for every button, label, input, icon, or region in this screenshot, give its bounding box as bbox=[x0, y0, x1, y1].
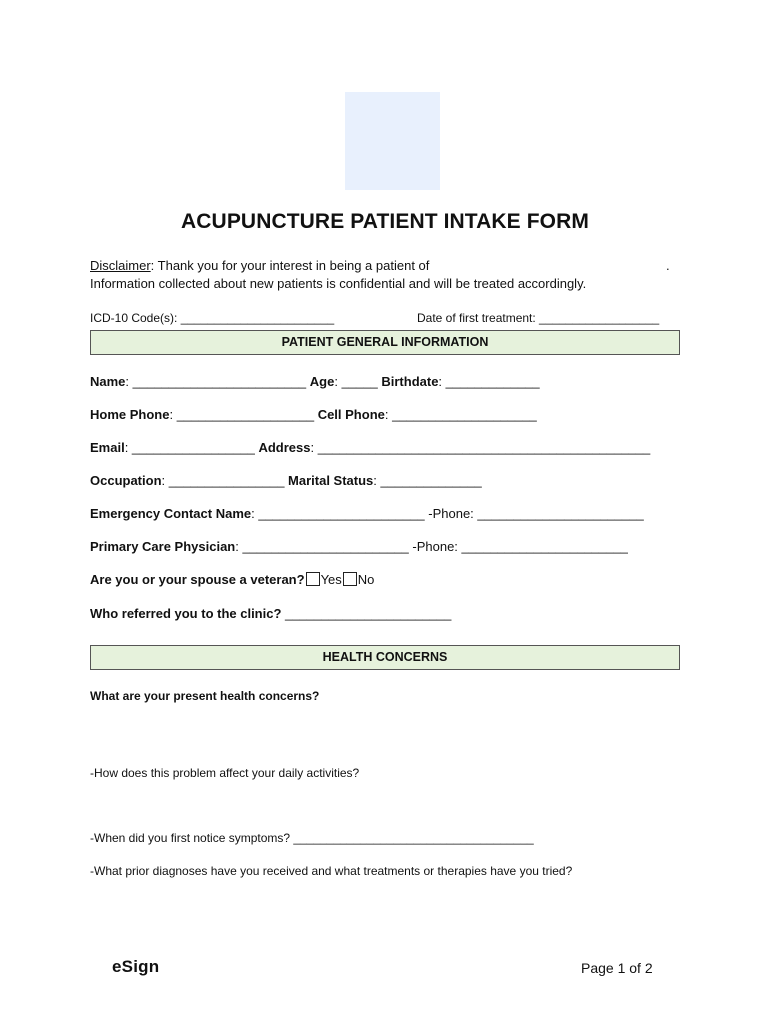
icd-codes-field[interactable]: ICD-10 Code(s): _______________________ bbox=[90, 311, 335, 325]
email-label: Email bbox=[90, 440, 125, 455]
row-phones bbox=[90, 407, 537, 423]
occupation-field[interactable]: : ________________ bbox=[161, 473, 285, 488]
cell-phone-field[interactable]: : ____________________ bbox=[384, 407, 537, 422]
physician-field[interactable]: : _______________________ bbox=[235, 539, 409, 554]
veteran-no-checkbox[interactable] bbox=[343, 572, 357, 586]
row-veteran bbox=[90, 572, 374, 588]
physician-phone-field[interactable]: -Phone: _______________________ bbox=[412, 539, 628, 554]
name-field[interactable]: : ________________________ bbox=[125, 374, 307, 389]
age-label: Age bbox=[309, 374, 335, 389]
age-field[interactable]: : _____ bbox=[334, 374, 378, 389]
section-header-general-info: PATIENT GENERAL INFORMATION bbox=[90, 330, 680, 355]
disclaimer-end: . bbox=[666, 258, 670, 273]
form-title: ACUPUNCTURE PATIENT INTAKE FORM bbox=[181, 210, 589, 233]
row-primary-physician bbox=[90, 539, 628, 555]
cell-phone-label: Cell Phone bbox=[317, 407, 385, 422]
health-question-prior-diagnoses: -What prior diagnoses have you received and what treatments or therapies have you tried? bbox=[90, 864, 573, 878]
referral-field[interactable]: _______________________ bbox=[281, 606, 452, 621]
address-field[interactable]: : ______________________________________________ bbox=[310, 440, 651, 455]
physician-label: Primary Care Physician bbox=[90, 539, 236, 554]
address-label: Address bbox=[258, 440, 311, 455]
row-referral bbox=[90, 606, 451, 622]
first-treatment-date-field[interactable]: Date of first treatment: __________________ bbox=[417, 311, 660, 325]
home-phone-field[interactable]: : ___________________ bbox=[169, 407, 315, 422]
esign-logo: eSign bbox=[112, 957, 160, 976]
veteran-no-label: No bbox=[357, 572, 375, 587]
row-emergency-contact bbox=[90, 506, 644, 522]
section-header-health-concerns: HEALTH CONCERNS bbox=[90, 645, 680, 670]
row-occupation-marital bbox=[90, 473, 482, 489]
emergency-contact-label: Emergency Contact Name bbox=[90, 506, 252, 521]
emergency-phone-field[interactable]: -Phone: _______________________ bbox=[428, 506, 644, 521]
veteran-yes-label: Yes bbox=[320, 572, 342, 587]
health-question-present-concerns: What are your present health concerns? bbox=[90, 689, 320, 703]
row-email-address bbox=[90, 440, 650, 456]
birthdate-field[interactable]: : _____________ bbox=[438, 374, 540, 389]
home-phone-label: Home Phone bbox=[90, 407, 170, 422]
health-question-first-symptoms[interactable]: -When did you first notice symptoms? ____________________________________ bbox=[90, 831, 534, 845]
email-field[interactable]: : _________________ bbox=[124, 440, 255, 455]
name-label: Name bbox=[90, 374, 126, 389]
emergency-contact-field[interactable]: : _______________________ bbox=[251, 506, 425, 521]
row-name-age-birthdate bbox=[90, 374, 540, 390]
referral-question: Who referred you to the clinic? bbox=[90, 606, 282, 621]
page-number: Page 1 of 2 bbox=[581, 960, 653, 976]
disclaimer-line-1 bbox=[90, 258, 670, 274]
occupation-label: Occupation bbox=[90, 473, 162, 488]
marital-status-label: Marital Status bbox=[288, 473, 374, 488]
birthdate-label: Birthdate bbox=[381, 374, 439, 389]
veteran-question: Are you or your spouse a veteran? bbox=[90, 572, 305, 587]
disclaimer-text: : Thank you for your interest in being a patient of bbox=[150, 258, 430, 273]
disclaimer-label: Disclaimer bbox=[90, 258, 151, 273]
logo-placeholder bbox=[345, 92, 440, 190]
disclaimer-line-2: Information collected about new patients is confidential and will be treated accordingly. bbox=[90, 276, 587, 291]
marital-status-field[interactable]: : ______________ bbox=[373, 473, 482, 488]
veteran-yes-checkbox[interactable] bbox=[306, 572, 320, 586]
health-question-daily-activities: -How does this problem affect your daily activities? bbox=[90, 766, 360, 780]
